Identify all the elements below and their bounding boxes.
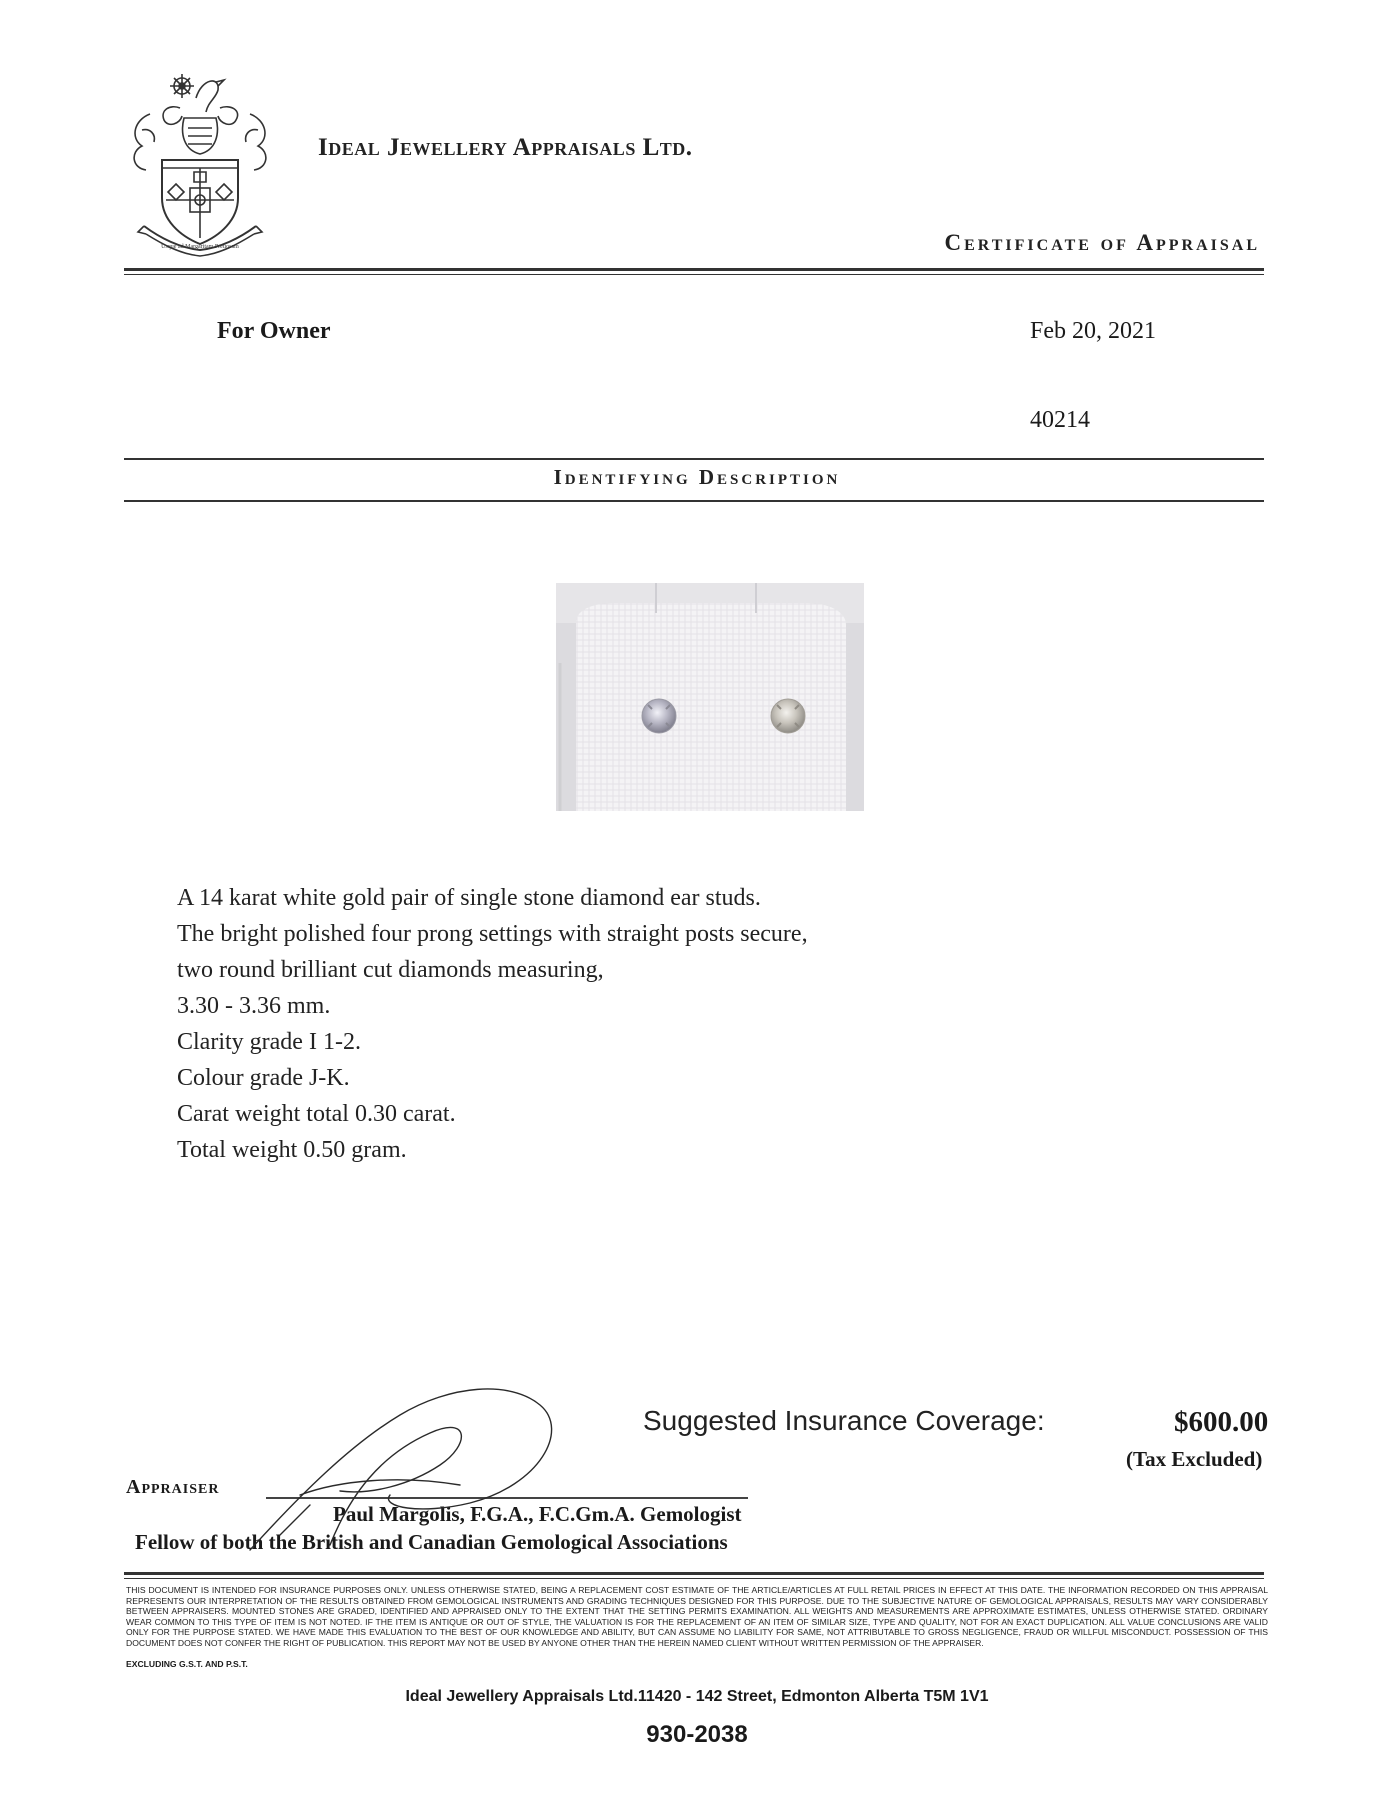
footer-rule-top <box>124 1572 1264 1575</box>
description-line: The bright polished four prong settings with straight posts secure, <box>177 921 808 947</box>
footer-rule-bottom <box>124 1578 1264 1579</box>
tax-note: (Tax Excluded) <box>1126 1447 1263 1471</box>
section-rule-top <box>124 458 1264 460</box>
appraiser-label: Appraiser <box>126 1476 220 1498</box>
section-title: Identifying Description <box>553 465 841 489</box>
tax-exclusion-note: EXCLUDING G.S.T. AND P.S.T. <box>126 1659 248 1669</box>
company-phone: 930-2038 <box>646 1721 748 1748</box>
header-rule-top <box>124 268 1264 271</box>
appraiser-credentials: Fellow of both the British and Canadian Gemological Associations <box>135 1530 728 1554</box>
description-line: two round brilliant cut diamonds measuring, <box>177 957 604 983</box>
coat-of-arms-logo <box>120 68 280 258</box>
appraiser-name: Paul Margolis, F.G.A., F.C.Gm.A. Gemologist <box>333 1502 742 1526</box>
item-description <box>177 880 808 1168</box>
certificate-title: Certificate of Appraisal <box>944 230 1260 255</box>
description-line: Carat weight total 0.30 carat. <box>177 1101 456 1127</box>
appraisal-date: Feb 20, 2021 <box>1030 318 1156 344</box>
company-address: Ideal Jewellery Appraisals Ltd.11420 - 142 Street, Edmonton Alberta T5M 1V1 <box>405 1688 989 1705</box>
company-name: Ideal Jewellery Appraisals Ltd. <box>318 134 693 161</box>
coverage-amount: $600.00 <box>1174 1406 1269 1438</box>
section-rule-bottom <box>124 500 1264 502</box>
disclaimer-text: THIS DOCUMENT IS INTENDED FOR INSURANCE PURPOSES ONLY. UNLESS OTHERWISE STATED, BEING A REPLACEMENT COST ESTIMATE OF THE ARTICLE/ARTICLES AT FULL RETAIL PRICES IN EFFECT AT THIS DATE. THE INFORMATION RECORDED ON THIS APPRAISAL REPRESENTS OUR INTERPRETATION OF THE RESULTS OBTAINED FROM GEMOLOGICAL INSTRUMENTS AND GRADING TECHNIQUES DESIGNED FOR THIS PURPOSE. DUE TO THE SUBJECTIVE NATURE OF GEMOLOGICAL APPRAISALS, RESULTS MAY VARY CONSIDERABLY BETWEEN APPRAISERS. MOUNTED STONES ARE GRADED, IDENTIFIED AND APPRAISED ONLY TO THE EXTENT THAT THE SETTING PERMITS EXAMINATION. ALL WEIGHTS AND MEASUREMENTS ARE APPROXIMATE ESTIMATES, UNLESS OTHERWISE STATED. ORDINARY WEAR COMMON TO THIS TYPE OF ITEM IS NOT NOTED. IF THE ITEM IS ANTIQUE OR OUT OF STYLE, THE VALUATION IS FOR THE REPLACEMENT OF AN ITEM OF SIMILAR SIZE, TYPE AND QUALITY, NOT FOR AN EXACT DUPLICATION. ALL VALUE CONCLUSIONS ARE VALID ONLY FOR THE PURPOSE STATED. WE HAVE MADE THIS EVALUATION TO THE BEST OF OUR KNOWLEDGE AND ABILITY, BUT CAN ASSUME NO LIABILITY FOR SAME, NOT ATTRIBUTABLE TO GROSS NEGLIGENCE, FRAUD OR WILLFUL MISCONDUCT. POSSESSION OF THIS DOCUMENT DOES NOT CONFER THE RIGHT OF PUBLICATION. THIS REPORT MAY NOT BE USED BY ANYONE OTHER THAN THE HEREIN NAMED CLIENT WITHOUT WRITTEN PERMISSION OF THE APPRAISER. <box>126 1585 1268 1648</box>
description-line: 3.30 - 3.36 mm. <box>177 993 331 1019</box>
description-line: Colour grade J-K. <box>177 1065 350 1091</box>
appraiser-signature <box>240 1385 620 1555</box>
description-line: A 14 karat white gold pair of single stone diamond ear studs. <box>177 885 761 911</box>
header-rule-bottom <box>124 274 1264 275</box>
coverage-label: Suggested Insurance Coverage: <box>643 1405 1045 1436</box>
description-line: Total weight 0.50 gram. <box>177 1137 407 1163</box>
description-line: Clarity grade I 1-2. <box>177 1029 361 1055</box>
earrings-photo <box>556 583 864 811</box>
logo-motto: Usque ad Margaritam Pretiosam <box>161 244 239 250</box>
certificate-number: 40214 <box>1030 407 1090 433</box>
owner-label: For Owner <box>217 318 331 344</box>
